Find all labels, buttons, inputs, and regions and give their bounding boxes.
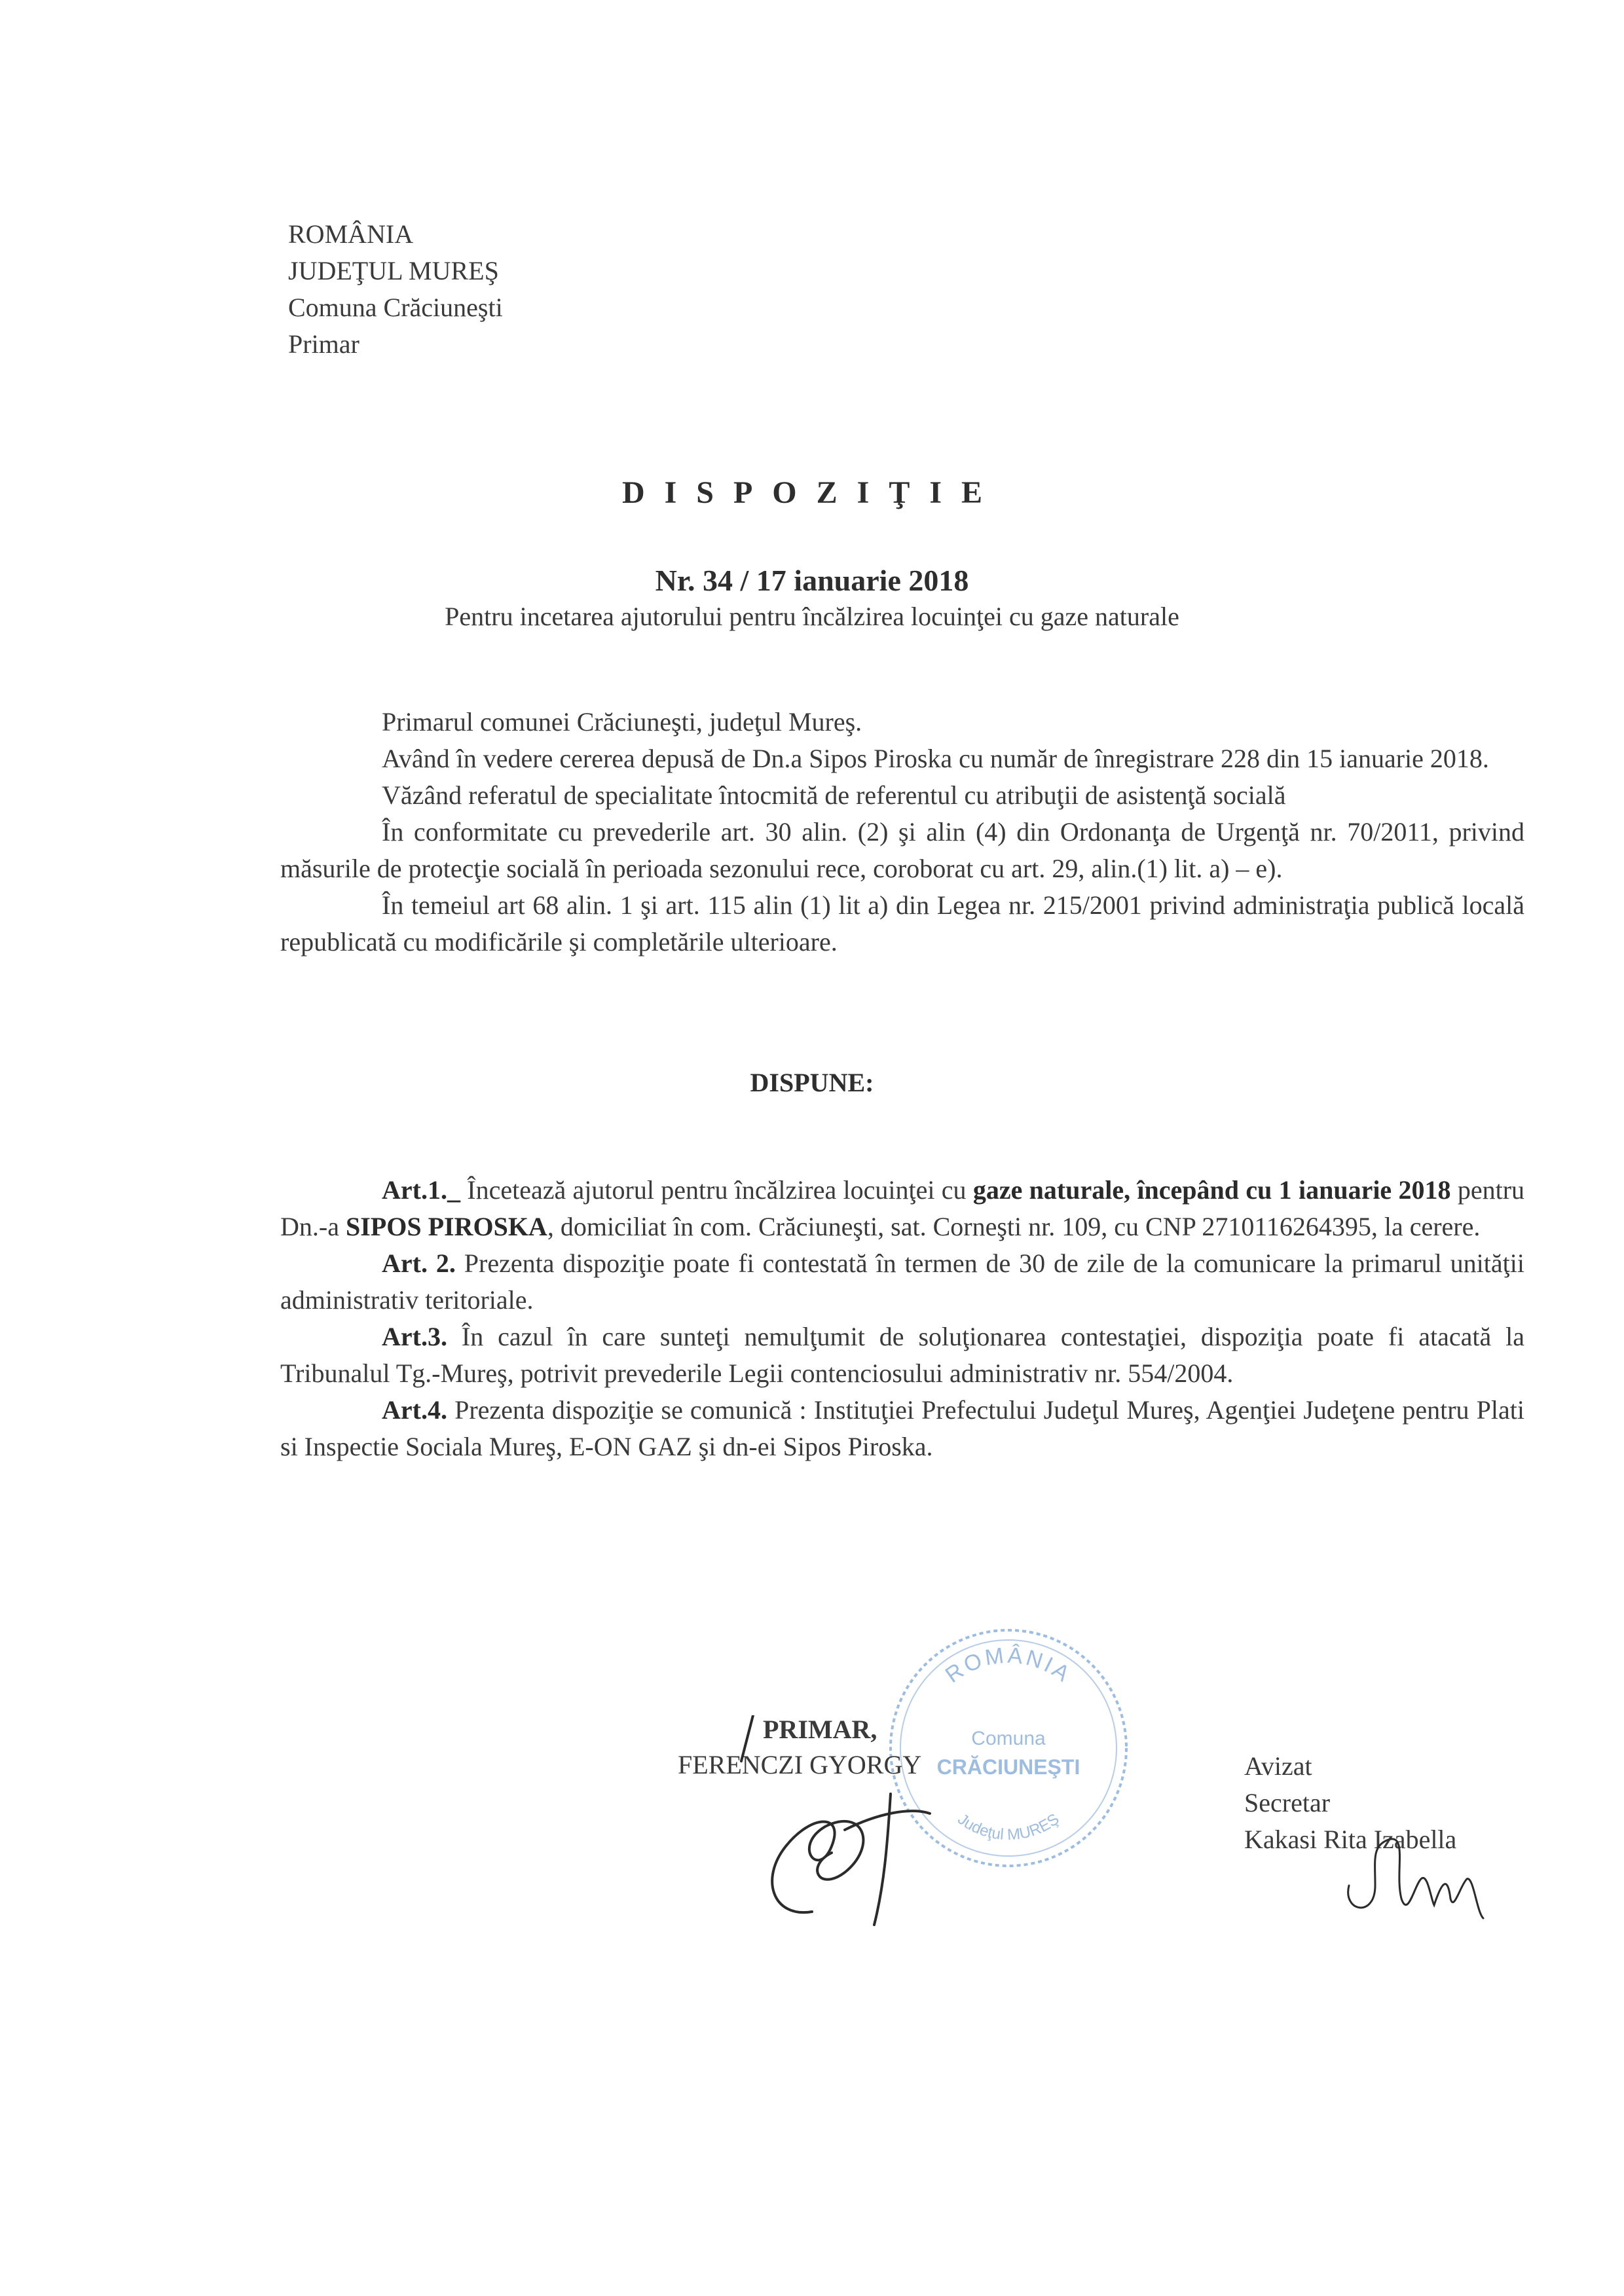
svg-text:CRĂCIUNEŞTI: CRĂCIUNEŞTI (936, 1755, 1080, 1779)
document-header (288, 216, 503, 363)
article-text: pentru Dn.-a (280, 1175, 1525, 1241)
article-1 (280, 1172, 1524, 1245)
document-number: Nr. 34 / 17 ianuarie 2018 (655, 564, 969, 597)
document-subtitle: Pentru incetarea ajutorului pentru încălzirea locuinţei cu gaze naturale (445, 602, 1179, 631)
mayor-role: PRIMAR, (763, 1715, 877, 1744)
article-2 (280, 1245, 1524, 1319)
article-label: Art. 2. (382, 1248, 456, 1278)
preamble-paragraph: În temeiul art 68 alin. 1 şi art. 115 alin (1) lit a) din Legea nr. 215/2001 privind administraţia publică locală republicată cu modificările şi completările ulterioare. (280, 890, 1524, 957)
svg-text:ROMÂNIA: ROMÂNIA (940, 1643, 1077, 1688)
secretary-name: Kakasi Rita Izabella (1244, 1825, 1457, 1854)
preamble-paragraph: Văzând referatul de specialitate întocmită de referentul cu atribuţii de asistenţă socială (382, 780, 1286, 810)
header-commune: Comuna Crăciuneşti (288, 293, 503, 322)
preamble-paragraph: Având în vedere cererea depusă de Dn.a Sipos Piroska cu număr de înregistrare 228 din 15 ianuarie 2018. (382, 744, 1489, 773)
articles (280, 1172, 1524, 1465)
article-3 (280, 1319, 1524, 1392)
preamble-paragraph: Primarul comunei Crăciuneşti, judeţul Mureş. (382, 707, 862, 737)
article-4 (280, 1392, 1524, 1465)
header-country: ROMÂNIA (288, 219, 414, 249)
article-text: Încetează ajutorul pentru încălzirea locuinţei cu (460, 1175, 973, 1205)
document-title: DISPOZIŢIE (621, 475, 1003, 510)
article-label: Art.4. (382, 1395, 447, 1425)
article-text: Prezenta dispoziţie se comunică : Instituţiei Prefectului Judeţul Mureş, Agenţiei Judeţene pentru Plati si Inspectie Sociala Mureş, E-ON GAZ şi dn-ei Sipos Piroska. (280, 1395, 1524, 1461)
article-text: În cazul în care sunteţi nemulţumit de soluţionarea contestaţiei, dispoziţia poate fi atacată la Tribunalul Tg.-Mureş, potrivit prevederile Legii contenciosului administrativ nr. 554/2004. (280, 1322, 1524, 1388)
header-office: Primar (288, 329, 360, 359)
dispune-heading: DISPUNE: (750, 1068, 874, 1097)
svg-text:Comuna: Comuna (971, 1728, 1046, 1749)
svg-text:Judeţul MUREŞ: Judeţul MUREŞ (954, 1810, 1063, 1844)
header-county: JUDEŢUL MUREŞ (288, 256, 499, 285)
article-text: , domiciliat în com. Crăciuneşti, sat. Corneşti nr. 109, cu CNP 2710116264395, la cerere. (547, 1212, 1481, 1241)
preamble (280, 704, 1524, 960)
article-bold-text: gaze naturale, începând cu 1 ianuarie 2018 (972, 1175, 1451, 1205)
preamble-paragraph: În conformitate cu prevederile art. 30 alin. (2) şi alin (4) din Ordonanţa de Urgenţă nr. 70/2011, privind măsurile de protecţie socială în perioada sezonului rece, coroborat cu art. 29, alin.(1) lit. a) – e). (280, 817, 1524, 883)
mayor-name: FERENCZI GYORGY (678, 1750, 922, 1779)
secretary-role: Secretar (1244, 1788, 1331, 1817)
article-label: Art.3. (382, 1322, 447, 1351)
secretary-handwritten-signature-icon (1336, 1827, 1493, 1925)
beneficiary-name: SIPOS PIROSKA (345, 1212, 547, 1241)
article-label: Art.1._ (382, 1175, 460, 1205)
mayor-handwritten-signature-icon (733, 1715, 969, 1931)
endorsement-label: Avizat (1244, 1751, 1312, 1781)
article-text: Prezenta dispoziţie poate fi contestată în termen de 30 de zile de la comunicare la primarul unităţii administrativ teritoriale. (280, 1248, 1524, 1315)
